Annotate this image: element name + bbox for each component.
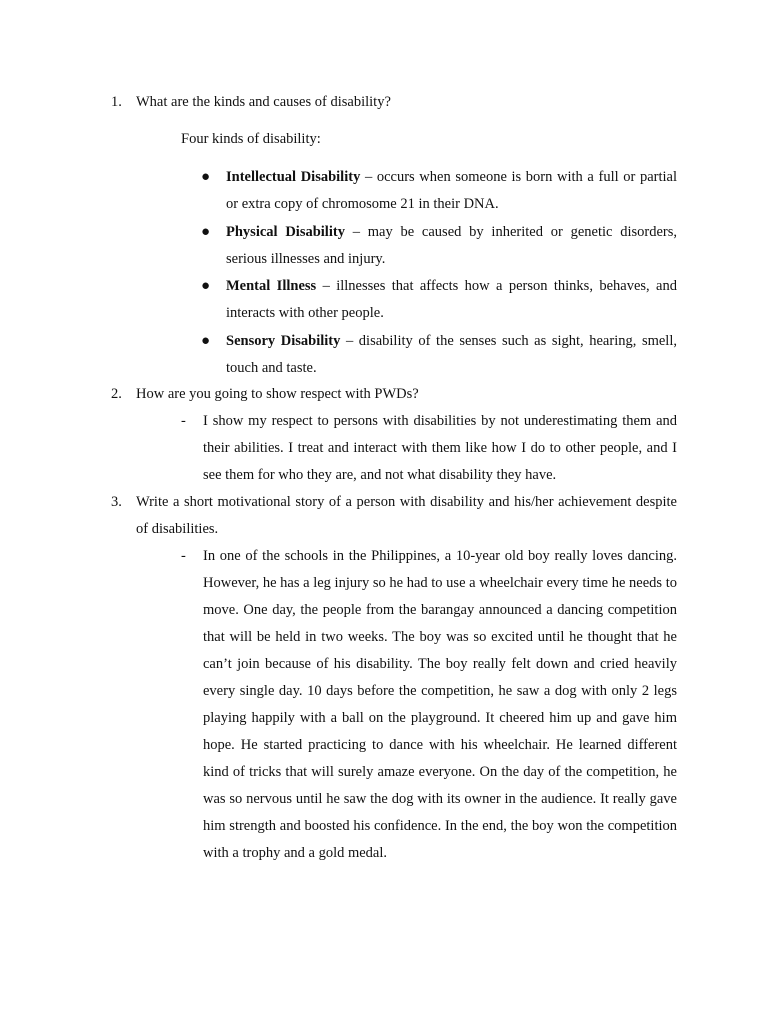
list-item-title: Intellectual Disability [226, 169, 361, 185]
bullet-icon: ● [201, 169, 211, 185]
list-item [201, 328, 677, 382]
list-item-text: – may be caused by inherited or genetic disorders, serious illnesses and injury. [226, 224, 677, 267]
list-item [201, 164, 677, 218]
answer-intro: Four kinds of disability: [181, 131, 321, 147]
bullet-icon: ● [201, 333, 211, 349]
list-item-text: – disability of the senses such as sight, hearing, smell, touch and taste. [226, 333, 677, 376]
question-number: 2. [111, 386, 122, 402]
list-item [201, 273, 677, 327]
bullet-icon: ● [201, 278, 211, 294]
question-number: 3. [111, 494, 122, 510]
answer-block [181, 408, 677, 489]
dash-marker: - [181, 548, 186, 564]
question-1 [111, 89, 677, 116]
list-item-text: – occurs when someone is born with a full or partial or extra copy of chromosome 21 in their DNA. [226, 169, 677, 212]
list-item-title: Sensory Disability [226, 333, 341, 349]
list-item-title: Mental Illness [226, 278, 317, 294]
dash-marker: - [181, 413, 186, 429]
question-2 [111, 381, 677, 408]
question-text: Write a short motivational story of a person with disability and his/her achievement despite of disabilities. [136, 494, 677, 537]
question-text: What are the kinds and causes of disability? [136, 94, 391, 110]
list-item-title: Physical Disability [226, 224, 345, 240]
question-text: How are you going to show respect with PWDs? [136, 386, 419, 402]
answer-text: In one of the schools in the Philippines, a 10-year old boy really loves dancing. However, he has a leg injury so he had to use a wheelchair every time he needs to move. One day, the people from the barangay announced a dancing competition that will be held in two weeks. The boy was so excited until he thought that he can’t join because of his disability. The boy really felt down and cried heavily every single day. 10 days before the competition, he saw a dog with only 2 legs playing happily with a ball on the playground. It cheered him up and gave him hope. He started practicing to dance with his wheelchair. He learned different kind of tricks that will surely amaze everyone. On the day of the competition, he was so nervous until he saw the dog with its owner in the audience. It really gave him strength and boosted his confidence. In the end, the boy won the competition with a trophy and a gold medal. [203, 548, 677, 861]
answer-text: I show my respect to persons with disabilities by not underestimating them and their abilities. I treat and interact with them like how I do to other people, and I see them for who they are, and not what disability they have. [203, 413, 677, 483]
list-item [201, 219, 677, 273]
answer-block [181, 543, 677, 867]
question-3 [111, 489, 677, 543]
question-number: 1. [111, 94, 122, 110]
list-item-text: – illnesses that affects how a person thinks, behaves, and interacts with other people. [226, 278, 677, 321]
bullet-icon: ● [201, 224, 211, 240]
